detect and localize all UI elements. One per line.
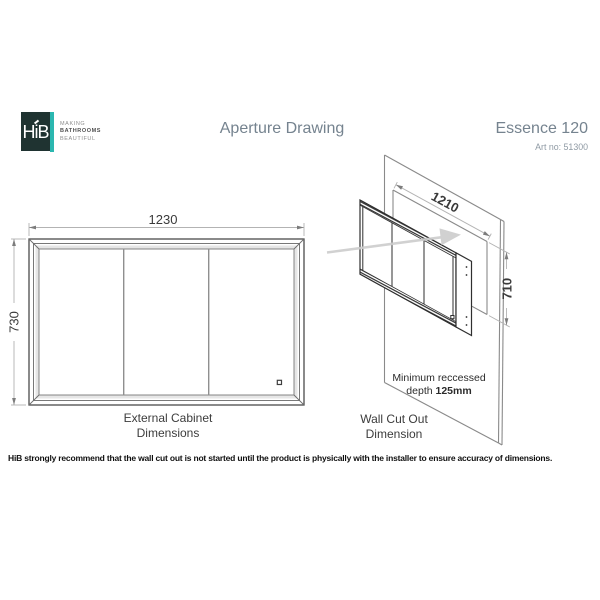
front-width-dimension — [29, 212, 304, 236]
front-height-dimension — [7, 239, 27, 405]
front-width-value: 1230 — [148, 212, 178, 227]
front-cabinet-mirror-area — [39, 249, 294, 395]
cutout-width-value: 1210 — [428, 188, 462, 216]
cutout-height-dimension — [489, 243, 515, 327]
dim-arrow-down-icon — [12, 398, 16, 405]
recess-note-line1: Minimum reccessed — [392, 372, 486, 384]
front-height-value: 730 — [6, 311, 22, 333]
dim-arrow-left-icon — [396, 185, 403, 190]
cabinet-3d-front-face — [360, 200, 456, 327]
recess-depth-value: 125mm — [435, 384, 472, 397]
dim-arrow-right-icon — [483, 231, 490, 236]
front-view-caption — [68, 411, 268, 440]
recess-note-line2 — [339, 385, 539, 398]
front-sensor-switch — [277, 380, 281, 384]
dim-arrow-up-icon — [12, 239, 16, 246]
art-number: Art no: 51300 — [535, 142, 588, 152]
cutout-caption-line2: Dimension — [365, 426, 423, 441]
recess-depth-note — [339, 372, 539, 397]
dim-arrow-right-icon — [297, 226, 304, 230]
front-caption-line1: External Cabinet — [123, 411, 213, 425]
hib-logo-wordmark: HiB — [22, 122, 49, 142]
front-caption-line2: Dimensions — [136, 425, 200, 440]
tagline-making: MAKING — [60, 121, 86, 127]
cabinet-3d-side-face — [456, 253, 472, 336]
cutout-view-caption — [294, 412, 494, 441]
front-view-drawing — [7, 212, 305, 405]
product-name: Essence 120 — [495, 120, 588, 137]
cutout-view-drawing — [327, 155, 515, 445]
recess-depth-label: depth — [406, 384, 436, 397]
cabinet-3d-sensor-switch — [451, 316, 454, 319]
page-title: Aperture Drawing — [219, 120, 345, 137]
installer-disclaimer: HiB strongly recommend that the wall cut out is not started until the product is physically with the installer to ensure accuracy of dimensions. — [8, 453, 553, 463]
dim-arrow-left-icon — [29, 226, 36, 230]
cutout-height-value: 710 — [499, 277, 515, 300]
cabinet-3d — [360, 200, 472, 336]
tagline-beautiful: BEAUTIFUL — [60, 135, 96, 142]
tagline-bathrooms: BATHROOMS — [60, 128, 102, 135]
cutout-caption-line1: Wall Cut Out — [360, 412, 428, 426]
